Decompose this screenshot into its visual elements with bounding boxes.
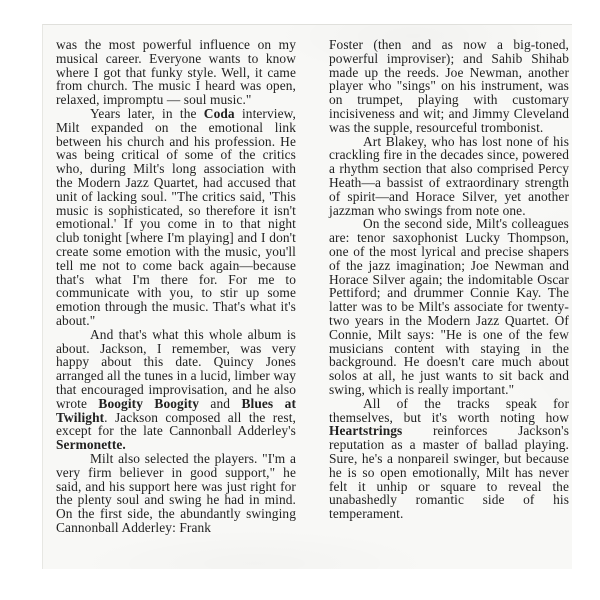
paragraph bbox=[329, 217, 569, 396]
liner-notes-page bbox=[42, 24, 572, 569]
bold-text-run: Blues at Twilight bbox=[56, 395, 297, 425]
text-run: and bbox=[199, 395, 242, 411]
bold-text-run: Boogity Boogity bbox=[98, 395, 200, 411]
text-run: . Jackson composed all the rest, except for the late Cannonball Adderley's bbox=[56, 409, 296, 439]
paragraph bbox=[329, 397, 569, 521]
bold-text-run: Heartstrings bbox=[329, 423, 403, 439]
paragraph bbox=[56, 38, 296, 107]
text-run: All of the tracks speak for themselves, but it's worth noting how bbox=[329, 395, 569, 425]
paragraph bbox=[329, 38, 569, 135]
text-column-left bbox=[56, 38, 296, 535]
text-run: Milt also selected the players. "I'm a very firm believer in good support," he said, and his support here was just right for the plenty soul and swing he had in mind. On the first side, the abundantly swinging Cannonball Adderley: Frank bbox=[56, 450, 296, 535]
text-run: reinforces Jackson's reputation as a master of ballad playing. Sure, he's a nonpareil swinger, but because he is so open emotionally, Milt has never felt it unhip or square to reveal the unabashedly romantic side of his temperament. bbox=[329, 423, 569, 522]
paragraph bbox=[56, 452, 296, 535]
text-run: On the second side, Milt's colleagues are: tenor saxophonist Lucky Thompson, one of the most lyrical and precise shapers of the jazz imagination; Joe Newman and Horace Silver again; the indomitable Oscar Pettiford; and drummer Connie Kay. The latter was to be Milt's associate for twenty-two years in the Modern Jazz Quartet. Of Connie, Milt says: "He is one of the few musicians content with staying in the background. He doesn't care much about solos at all, he just wants to sit back and swing, which is really important." bbox=[329, 216, 569, 397]
text-run: interview, Milt expanded on the emotional link between his church and his profession. He was being critical of some of the critics who, during Milt's long association with the Modern Jazz Quartet, had accused that unit of lacking soul. "The critics said, 'This music is sophisticated, so therefore it isn't emotional.' If you come in to that night club tonight [where I'm playing] and I don't create some emotion with the music, you'll tell me not to come back again—because that's what I'm there for. For me to communicate with you, to stir up some emotion through the music. That's what it's about." bbox=[56, 105, 296, 328]
text-run: Art Blakey, who has lost none of his crackling fire in the decades since, powered a rhythm section that also comprised Percy Heath—a bassist of extraordinary strength of spirit—and Horace Silver, yet another jazzman who swings from note one. bbox=[329, 133, 569, 218]
paragraph bbox=[56, 328, 296, 452]
text-columns bbox=[43, 25, 572, 535]
paragraph bbox=[329, 135, 569, 218]
text-run: And that's what this whole album is about. Jackson, I remember, was very happy about this date. Quincy Jones arranged all the tunes in a lucid, limber way that encouraged improvisation, and he also wrote bbox=[56, 326, 296, 411]
text-run: was the most powerful influence on my musical career. Everyone wants to know where I got that funky style. Well, it came from church. The music I heard was open, relaxed, impromptu — soul music." bbox=[56, 37, 296, 108]
text-run: Foster (then and as now a big-toned, powerful improviser); and Sahib Shihab made up the reeds. Joe Newman, another player who "sings" on his instrument, was on trumpet, playing with customary incisiveness and wit; and Jimmy Cleveland was the supple, resourceful trombonist. bbox=[329, 37, 569, 135]
text-run: Years later, in the bbox=[90, 105, 204, 121]
bold-text-run: Coda bbox=[203, 105, 235, 121]
bold-text-run: Sermonette. bbox=[56, 437, 126, 453]
text-column-right bbox=[329, 38, 569, 535]
paragraph bbox=[56, 107, 296, 328]
